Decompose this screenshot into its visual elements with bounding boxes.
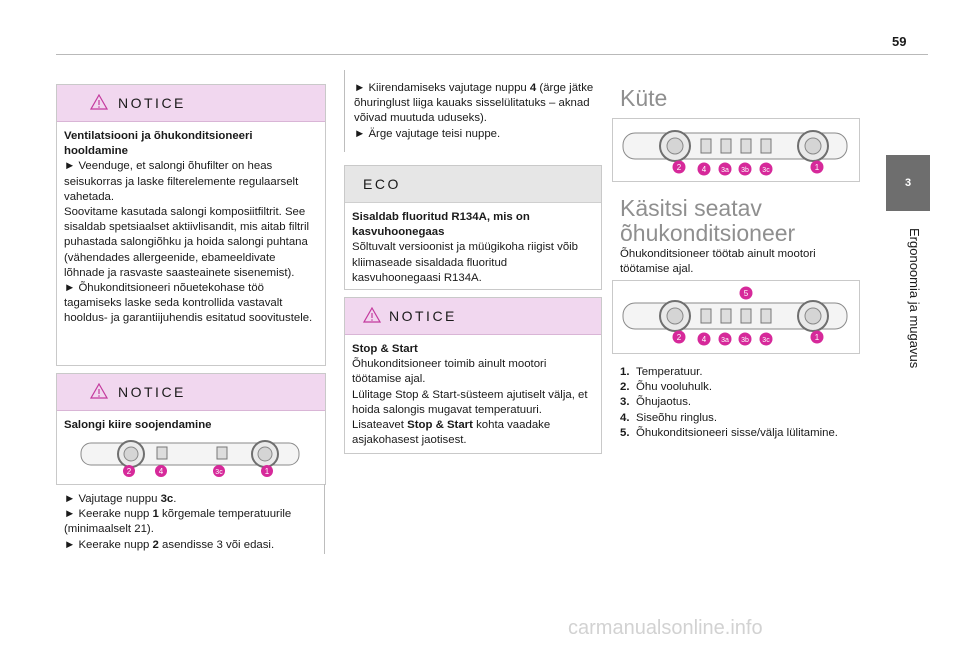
list-item: 1. Temperatuur. xyxy=(620,366,703,378)
callout-1 xyxy=(811,161,824,174)
callout-3b xyxy=(739,333,752,346)
callout-4 xyxy=(698,163,711,176)
list-item: 3. Õhujaotus. xyxy=(620,396,692,409)
svg-text:3b: 3b xyxy=(741,167,749,174)
callout-3c xyxy=(760,163,773,176)
eco-label: ECO xyxy=(363,176,401,192)
eco-text: Sõltuvalt versioonist ja müügikoha riigist võib kliimaseade sisaldada fluoritud kasvuhoonegaasi R134A. xyxy=(352,241,579,284)
svg-text:2: 2 xyxy=(676,163,682,172)
page-number: 59 xyxy=(892,34,907,49)
callout-2 xyxy=(673,331,686,344)
column-rule xyxy=(344,70,345,152)
callout-2 xyxy=(123,465,135,477)
callout-2 xyxy=(673,161,686,174)
notice-label: NOTICE xyxy=(389,308,457,324)
svg-text:3a: 3a xyxy=(721,167,729,174)
notice-title: Salongi kiire soojendamine xyxy=(64,419,212,431)
notice-header xyxy=(57,374,325,411)
notice-header xyxy=(57,85,325,122)
heating-panel-figure xyxy=(612,118,860,182)
notice-text: ► Õhukonditsioneeri nõuetekohase töö tagamiseks laske seda kontrollida vastavalt hooldus- ja garantiijuhendis esitatud soovitustele. xyxy=(64,282,313,325)
notice-stop-start: NOTICE Stop & Start Õhukonditsioneer toimib ainult mootori töötamise ajal. Lülitage Stop & Start-süsteem ajutiselt välja, et hoida salongis mugavat temperatuuri. Lisateavet Stop & Start kohta vaadake asjakohasest jaotisest. xyxy=(344,297,602,454)
notice-label: NOTICE xyxy=(118,384,186,400)
callout-4 xyxy=(155,465,167,477)
callout-5 xyxy=(740,287,753,300)
callout-3a xyxy=(719,333,732,346)
notice-text: ► Veenduge, et salongi õhufilter on heas seisukorras ja laske filterelemente regulaarselt vahetada. xyxy=(64,160,299,203)
watermark: carmanualsonline.info xyxy=(568,617,763,639)
notice-text: Soovitame kasutada salongi komposiitfiltrit. See sisaldab spetsiaalset aktiivlisandit, mis aitab filtril puhastada salongiõhku ja hoida salongi puhtana (vähendades allergeenide, ebameeldivate lõhnade ja rasvaste saasteainete sisenemist). xyxy=(64,206,309,279)
svg-text:4: 4 xyxy=(701,165,707,174)
chapter-title: Ergonoomia ja mugavus xyxy=(907,228,922,369)
svg-text:3b: 3b xyxy=(741,337,749,344)
list-item: 2. Õhu vooluhulk. xyxy=(620,381,712,394)
callout-1 xyxy=(811,331,824,344)
column-rule xyxy=(324,484,325,554)
header-rule xyxy=(56,54,928,55)
notice-header xyxy=(345,298,601,335)
svg-text:3c: 3c xyxy=(762,167,770,174)
list-item: 5. Õhukonditsioneeri sisse/välja lülitamine. xyxy=(620,426,838,439)
list-item: 4. Siseõhu ringlus. xyxy=(620,411,718,424)
svg-text:3c: 3c xyxy=(215,469,223,476)
chapter-tab[interactable]: 3 xyxy=(886,155,930,211)
svg-text:2: 2 xyxy=(676,333,682,342)
svg-text:1: 1 xyxy=(814,163,820,172)
svg-text:4: 4 xyxy=(158,467,164,476)
notice-title: Stop & Start xyxy=(352,343,418,355)
svg-text:1: 1 xyxy=(814,333,820,342)
notice-label: NOTICE xyxy=(118,95,186,111)
eco-title: Sisaldab fluoritud R134A, mis on kasvuhoonegaas xyxy=(352,211,530,239)
notice-title: Ventilatsiooni ja õhukonditsioneeri hooldamine xyxy=(64,130,253,158)
manual-ac-intro: Õhukonditsioneer töötab ainult mootori töötamise ajal. xyxy=(620,248,816,276)
svg-text:5: 5 xyxy=(743,289,749,298)
callout-3c xyxy=(760,333,773,346)
climate-panel-illustration xyxy=(79,437,304,479)
notice-quick-heating xyxy=(56,373,326,485)
heading-kute: Küte xyxy=(620,85,668,111)
warning-icon xyxy=(90,383,108,399)
callout-1 xyxy=(261,465,273,477)
notice-ventilation xyxy=(56,84,326,366)
controls-list xyxy=(620,365,838,441)
eco-header xyxy=(345,166,601,203)
svg-text:2: 2 xyxy=(126,467,132,476)
heading-manual-ac: Käsitsi seatav õhukonditsioneer xyxy=(620,195,796,246)
heating-steps: ► Vajutage nuppu 3c. ► Keerake nupp 1 kõrgemale temperatuurile (minimaalselt 21). ► Keerake nupp 2 asendisse 3 või edasi. xyxy=(64,493,292,551)
svg-text:3a: 3a xyxy=(721,337,729,344)
svg-text:4: 4 xyxy=(701,335,707,344)
warning-icon xyxy=(90,94,108,110)
svg-text:3c: 3c xyxy=(762,337,770,344)
callout-3c xyxy=(213,465,225,477)
ac-panel-figure xyxy=(612,280,860,354)
quick-heating-continued: ► Kiirendamiseks vajutage nuppu 4 (ärge jätke õhuringlust liiga kauaks sisselülitatuks – aknad võivad muutuda uduseks). ► Ärge vajutage teisi nuppe. xyxy=(354,82,594,140)
callout-3a xyxy=(719,163,732,176)
svg-text:1: 1 xyxy=(264,467,270,476)
warning-icon xyxy=(363,307,381,323)
callout-3b xyxy=(739,163,752,176)
callout-4 xyxy=(698,333,711,346)
eco-box xyxy=(344,165,602,290)
